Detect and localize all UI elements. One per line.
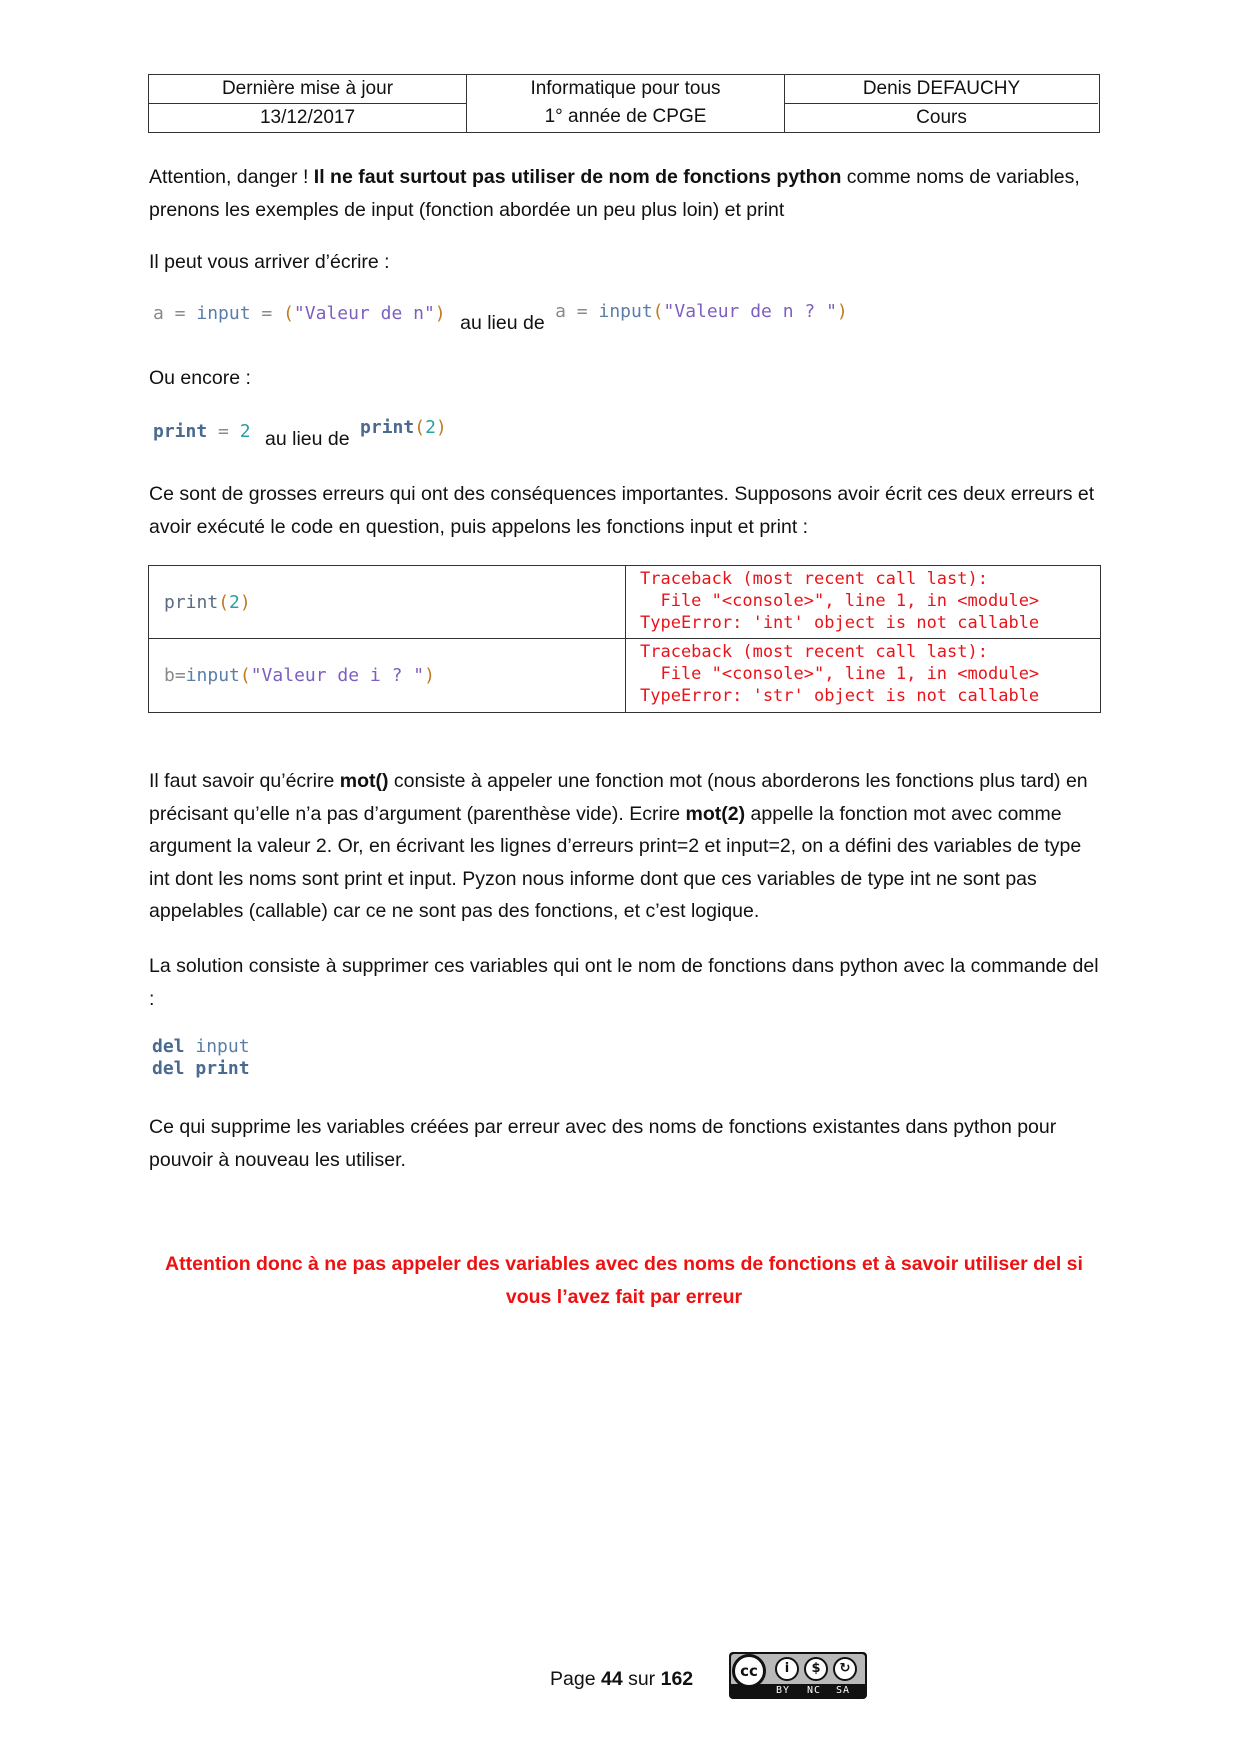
cc-icon: cc: [732, 1654, 766, 1688]
intro-bold-text: Il ne faut surtout pas utiliser de nom de fonctions python: [313, 166, 842, 188]
code-right-input: a = input("Valeur de n ? "): [555, 301, 848, 322]
code-line: del print: [152, 1058, 250, 1079]
result-paragraph: Ce qui supprime les variables créées par erreur avec des noms de fonctions existantes dans python pour pouvoir à nouveau les utiliser.: [149, 1116, 1057, 1171]
lead-text-2: Ou encore :: [149, 367, 251, 389]
document-header-table: [148, 74, 1100, 133]
header-doc-type: Cours: [916, 107, 967, 128]
header-course-level: 1° année de CPGE: [544, 106, 707, 127]
intro-text-cont: comme noms de variables, prenons les exemples de input (fonction abordée un peu plus loin) et print: [149, 166, 1080, 221]
error-line: TypeError: 'str' object is not callable: [640, 686, 1040, 706]
connector-text: au lieu de: [460, 312, 545, 334]
error-line: File "<console>", line 1, in <module>: [640, 591, 1040, 611]
code-wrong-input: a = input = ("Valeur de n"): [153, 303, 446, 324]
error-cell: [625, 566, 1101, 638]
error-cell: [625, 639, 1101, 712]
nc-label: NC: [807, 1685, 822, 1696]
cc-license-badge[interactable]: [729, 1652, 867, 1699]
lead-text-1: Il peut vous arriver d’écrire :: [149, 251, 390, 273]
example-2: [153, 417, 447, 450]
del-code-block: [152, 1036, 250, 1080]
error-line: Traceback (most recent call last):: [640, 642, 988, 662]
table-row: [149, 639, 1100, 712]
nc-icon: $: [804, 1657, 828, 1681]
header-date: 13/12/2017: [259, 107, 356, 128]
mot-paragraph: Il faut savoir qu’écrire mot() consiste à appeler une fonction mot (nous aborderons les fonctions plus tard) en précisant qu’elle n’a pas d’argument (parenthèse vide). Ecrire mot(2) appelle la fonction mot avec comme argument la valeur 2. Or, en écrivant les lignes d’erreurs print=2 et input=2, on a défini des variables de type int dont les noms sont print et input. Pyzon nous informe dont que ces variables de type int ne sont pas appelables (callable) car ce ne sont pas des fonctions, et c’est logique.: [149, 770, 1088, 922]
sa-icon: ↻: [833, 1657, 857, 1681]
error-line: Traceback (most recent call last):: [640, 569, 988, 589]
header-course-title: Informatique pour tous: [530, 78, 721, 99]
consequences-paragraph: Ce sont de grosses erreurs qui ont des conséquences importantes. Supposons avoir écrit ces deux erreurs et avoir exécuté le code en question, puis appelons les fonctions input et print :: [149, 483, 1095, 538]
code-cell: print ( 2 ): [164, 591, 251, 613]
error-line: TypeError: 'int' object is not callable: [640, 613, 1040, 633]
header-author: Denis DEFAUCHY: [785, 75, 1098, 104]
solution-paragraph: La solution consiste à supprimer ces variables qui ont le nom de fonctions dans python avec la commande del :: [149, 955, 1099, 1010]
header-last-update-label: Dernière mise à jour: [149, 75, 466, 104]
error-line: File "<console>", line 1, in <module>: [640, 664, 1040, 684]
code-wrong-print: print = 2: [153, 421, 251, 442]
table-row: [149, 566, 1100, 639]
intro-text: Attention, danger !: [149, 166, 314, 188]
code-right-print: print(2): [360, 417, 447, 438]
intro-paragraph: [149, 161, 1099, 226]
example-1: [153, 301, 848, 334]
page-number: Page 44 sur 162: [550, 1668, 694, 1690]
warning-text: Attention donc à ne pas appeler des variables avec des noms de fonctions et à savoir utiliser del si vous l’avez fait par erreur: [165, 1253, 1083, 1308]
sa-label: SA: [836, 1685, 851, 1696]
errors-table: [148, 565, 1101, 713]
code-line: del input: [152, 1036, 250, 1057]
code-cell: b = input ( "Valeur de i ? " ): [164, 665, 435, 686]
by-label: BY: [776, 1685, 791, 1696]
connector-text: au lieu de: [265, 428, 350, 450]
by-icon: i: [775, 1657, 799, 1681]
